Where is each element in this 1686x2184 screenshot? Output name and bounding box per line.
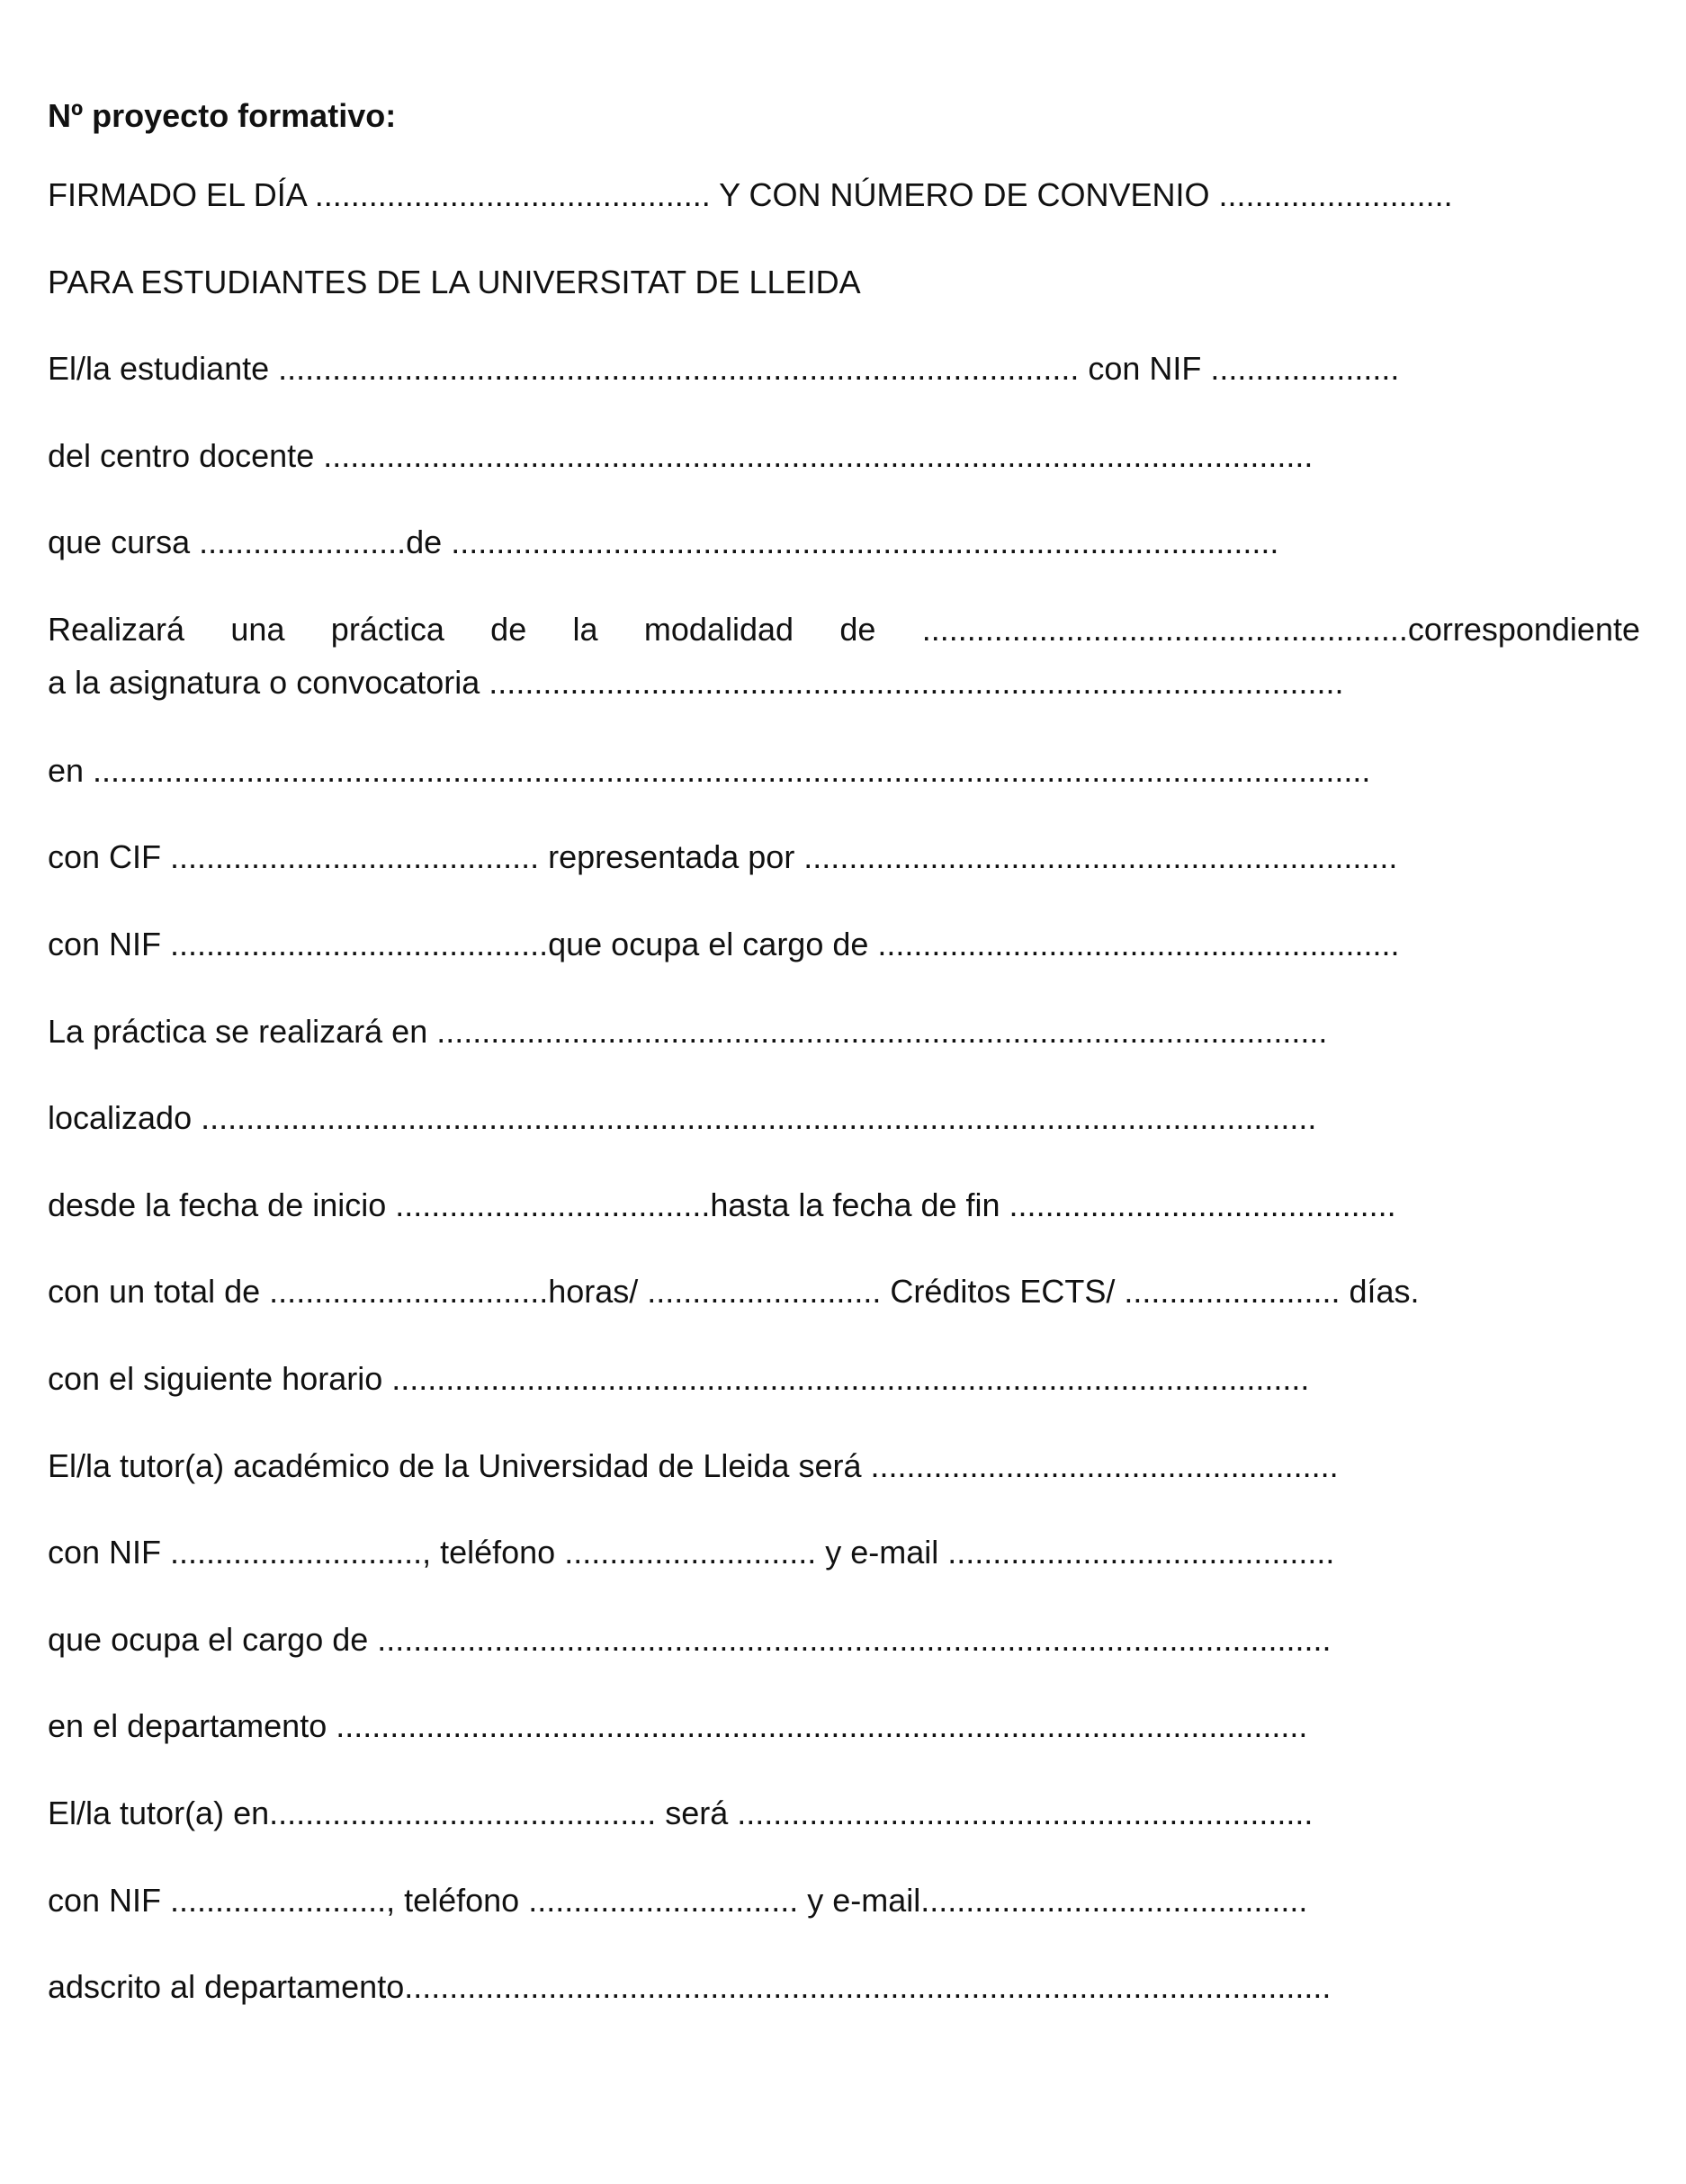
teaching-center-line: del centro docente .............................................................................................................. bbox=[48, 437, 1314, 474]
external-tutor-contact-line: con NIF ........................, teléfono .............................. y e-mail........................................... bbox=[48, 1882, 1308, 1919]
subject-call-line: a la asignatura o convocatoria ............................................................................................... bbox=[48, 664, 1344, 701]
academic-tutor-department-line: en el departamento ............................................................................................................ bbox=[48, 1707, 1308, 1744]
cif-representative-line: con CIF ......................................... representada por .................................................................. bbox=[48, 838, 1398, 875]
student-nif-line: El/la estudiante ......................................................................................... con NIF ..................... bbox=[48, 350, 1400, 387]
company-line: en .............................................................................................................................................. bbox=[48, 752, 1371, 789]
academic-tutor-contact-line: con NIF ............................, teléfono ............................ y e-mail ........................................... bbox=[48, 1534, 1335, 1571]
total-hours-credits-days-line: con un total de ...............................horas/ .......................... Créditos ECTS/ ........................ días. bbox=[48, 1273, 1420, 1310]
representative-position-line: con NIF ..........................................que ocupa el cargo de .......................................................... bbox=[48, 926, 1400, 962]
date-range-line: desde la fecha de inicio ...................................hasta la fecha de fin ........................................... bbox=[48, 1186, 1396, 1223]
signed-date-agreement-line: FIRMADO EL DÍA ............................................ Y CON NÚMERO DE CONVENIO .......................... bbox=[48, 176, 1453, 213]
course-line: que cursa .......................de ............................................................................................ bbox=[48, 524, 1279, 560]
academic-tutor-position-line: que ocupa el cargo de .......................................................................................................... bbox=[48, 1621, 1332, 1658]
project-number-title: Nº proyecto formativo: bbox=[48, 97, 397, 134]
assigned-department-line: adscrito al departamento....................................................................................................... bbox=[48, 1968, 1332, 2005]
located-line: localizado ............................................................................................................................ bbox=[48, 1099, 1317, 1136]
internship-modality-line: Realizará una práctica de la modalidad de ......................................................correspondiente bbox=[48, 611, 1640, 648]
academic-tutor-line: El/la tutor(a) académico de la Universidad de Lleida será .................................................... bbox=[48, 1447, 1339, 1484]
internship-location-line: La práctica se realizará en ................................................................................................... bbox=[48, 1013, 1328, 1050]
students-university-line: PARA ESTUDIANTES DE LA UNIVERSITAT DE LLEIDA bbox=[48, 264, 861, 300]
external-tutor-line: El/la tutor(a) en........................................... será ................................................................ bbox=[48, 1795, 1314, 1831]
schedule-line: con el siguiente horario ...................................................................................................... bbox=[48, 1360, 1310, 1397]
